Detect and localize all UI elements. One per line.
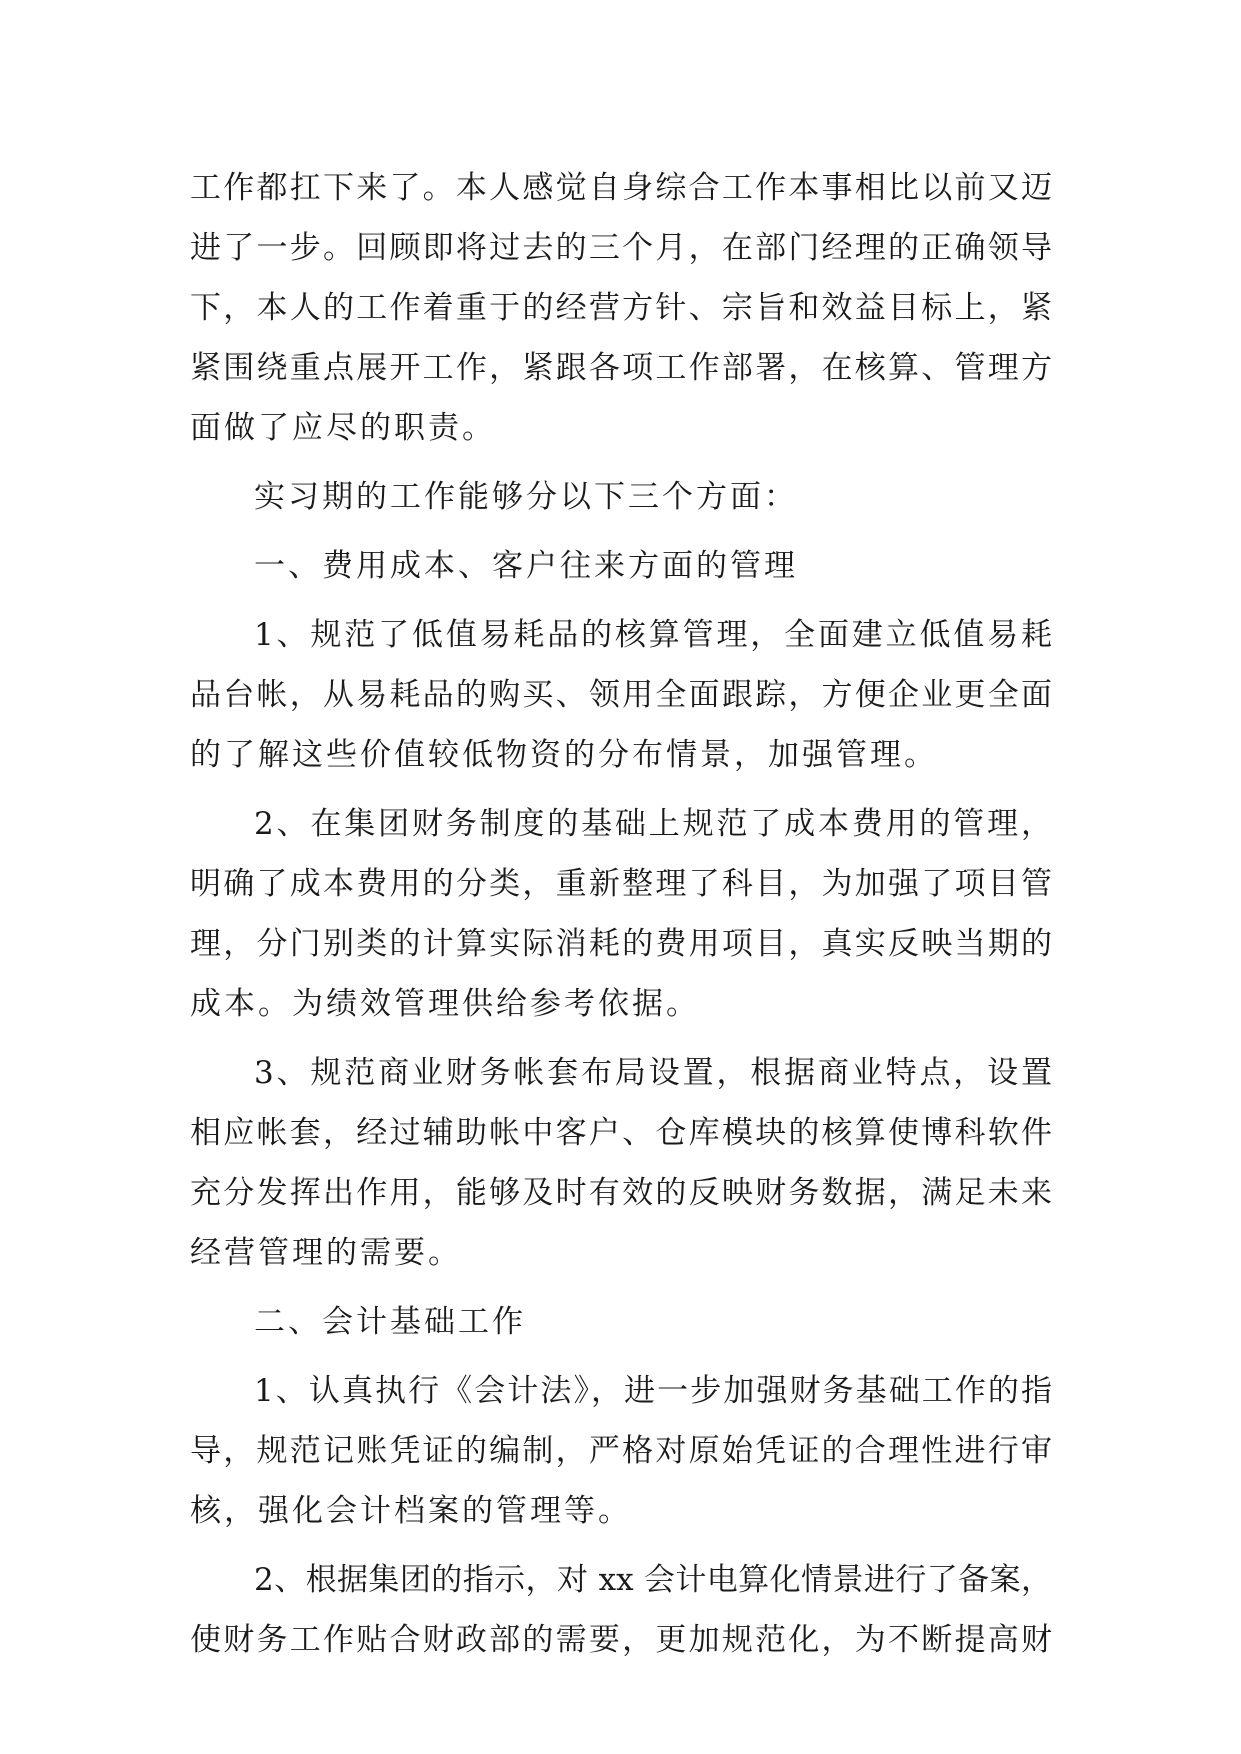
document-body <box>190 158 1052 1670</box>
text-line: 明确了成本费用的分类，重新整理了科目，为加强了项目管 <box>190 866 1052 902</box>
text-line: 导，规范记账凭证的编制，严格对原始凭证的合理性进行审 <box>190 1433 1052 1469</box>
paragraph-item-1-3 <box>190 1043 1052 1283</box>
text-line: 3、规范商业财务帐套布局设置，根据商业特点，设置 <box>254 1055 1052 1091</box>
text-line: 经营管理的需要。 <box>190 1235 462 1271</box>
text-line: 充分发挥出作用，能够及时有效的反映财务数据，满足未来 <box>190 1175 1052 1211</box>
section-heading-2 <box>190 1292 1052 1352</box>
paragraph-item-1-1 <box>190 605 1052 785</box>
heading-line: 一、费用成本、客户往来方面的管理 <box>254 548 798 584</box>
section-heading-1 <box>190 536 1052 596</box>
text-line: 紧围绕重点展开工作，紧跟各项工作部署，在核算、管理方 <box>190 350 1052 386</box>
text-line: 工作都扛下来了。本人感觉自身综合工作本事相比以前又迈 <box>190 170 1052 206</box>
text-line: 2、在集团财务制度的基础上规范了成本费用的管理， <box>254 806 1052 842</box>
text-line: 面做了应尽的职责。 <box>190 410 496 446</box>
paragraph-intro <box>190 467 1052 527</box>
text-line: 1、认真执行《会计法》，进一步加强财务基础工作的指 <box>254 1373 1052 1409</box>
text-line: 成本。为绩效管理供给参考依据。 <box>190 986 700 1022</box>
text-line: 品台帐，从易耗品的购买、领用全面跟踪，方便企业更全面 <box>190 677 1052 713</box>
text-line: 相应帐套，经过辅助帐中客户、仓库模块的核算使博科软件 <box>190 1115 1052 1151</box>
heading-line: 二、会计基础工作 <box>254 1304 526 1340</box>
text-line: 的了解这些价值较低物资的分布情景，加强管理。 <box>190 737 938 773</box>
text-line: 使财务工作贴合财政部的需要，更加规范化，为不断提高财 <box>190 1622 1052 1658</box>
paragraph-item-2-2 <box>190 1550 1052 1670</box>
paragraph-item-1-2 <box>190 794 1052 1034</box>
paragraph-item-2-1 <box>190 1361 1052 1541</box>
text-line: 2、根据集团的指示，对 xx 会计电算化情景进行了备案， <box>254 1562 1052 1598</box>
text-line: 1、规范了低值易耗品的核算管理，全面建立低值易耗 <box>254 617 1052 653</box>
text-line: 实习期的工作能够分以下三个方面： <box>254 479 798 515</box>
text-line: 核，强化会计档案的管理等。 <box>190 1493 632 1529</box>
text-line: 进了一步。回顾即将过去的三个月，在部门经理的正确领导 <box>190 230 1052 266</box>
text-line: 下，本人的工作着重于的经营方针、宗旨和效益目标上，紧 <box>190 290 1052 326</box>
paragraph-continuation <box>190 158 1052 458</box>
text-line: 理，分门别类的计算实际消耗的费用项目，真实反映当期的 <box>190 926 1052 962</box>
